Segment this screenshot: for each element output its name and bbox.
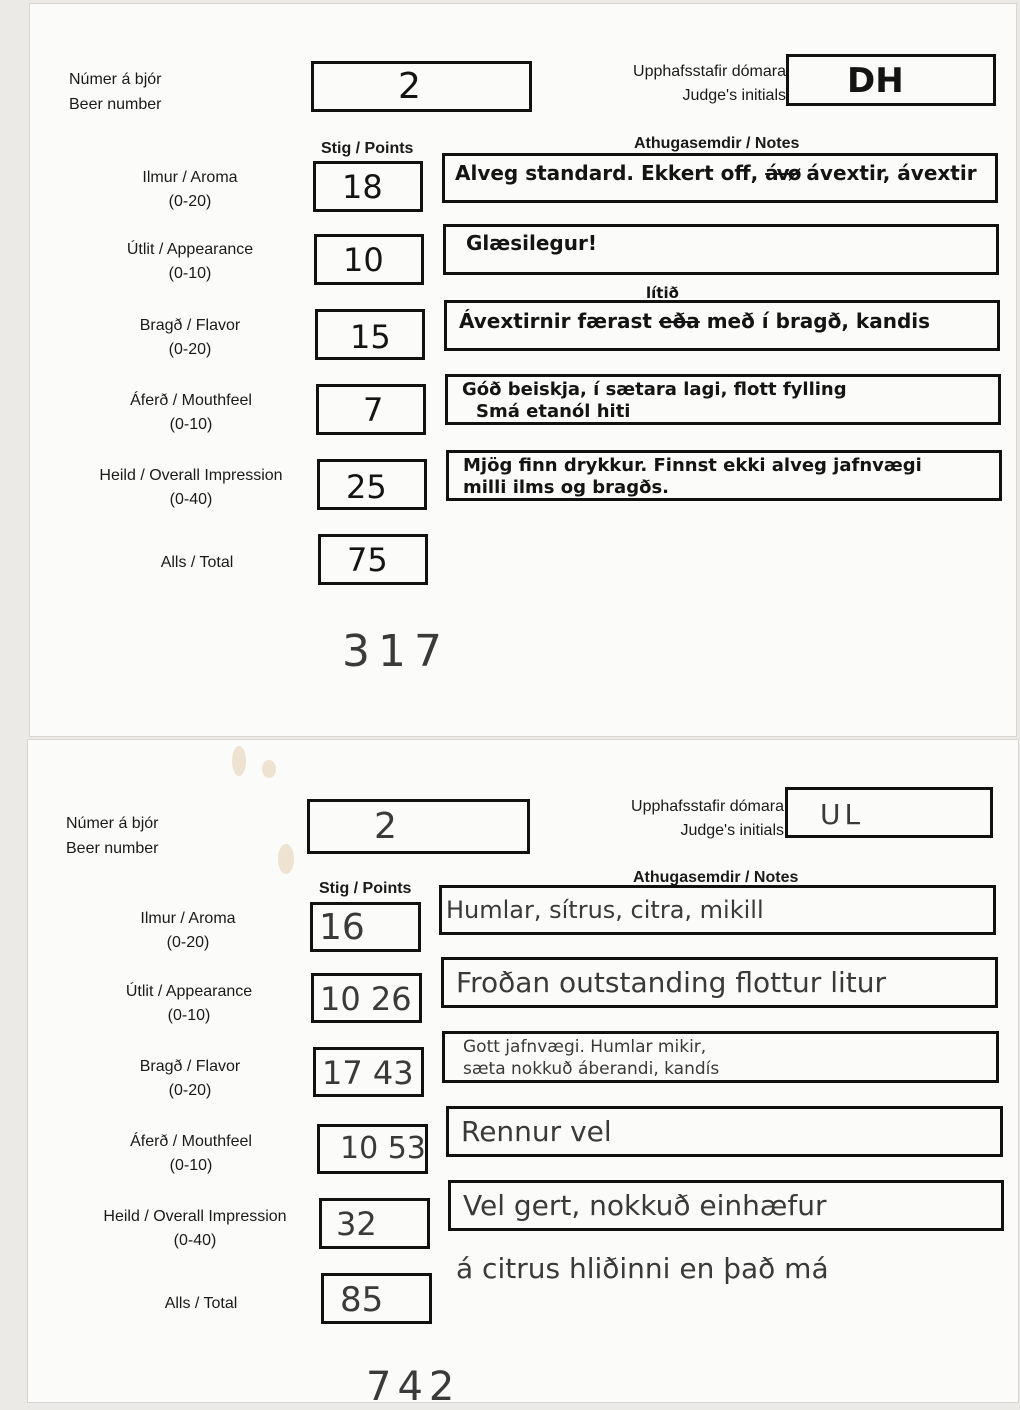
overall-score: 32 <box>336 1205 377 1243</box>
notes-header: Athugasemdir / Notes <box>633 869 799 886</box>
score-sheet-1 <box>30 4 1016 736</box>
score-sheet-2 <box>28 740 1018 1410</box>
appearance-range: (0-10) <box>167 1007 211 1024</box>
flavor-notes-part-2: með í bragð, kandis <box>706 309 931 333</box>
judge-label-en: Judge's initials <box>680 822 784 839</box>
mouthfeel-score: 7 <box>363 391 384 429</box>
mouthfeel-range: (0-10) <box>169 416 213 433</box>
aroma-notes-scribble: ávø <box>765 161 800 185</box>
flavor-notes-part-1: Ávextirnir færast <box>459 309 652 333</box>
notes-header: Athugasemdir / Notes <box>634 135 800 152</box>
beer-number-label-is: Númer á bjór <box>66 815 159 832</box>
appearance-label: Útlit / Appearance <box>126 241 254 258</box>
flavor-score: 15 <box>350 318 391 356</box>
flavor-notes-insert: lítið <box>646 284 679 302</box>
margin-number: 742 <box>366 1364 461 1410</box>
flavor-notes-box <box>442 1031 999 1083</box>
flavor-range: (0-20) <box>168 341 212 358</box>
overall-score-box <box>317 459 427 510</box>
judge-initials-box <box>785 787 993 838</box>
margin-number: 317 <box>342 626 450 677</box>
total-label: Alls / Total <box>160 554 234 571</box>
total-score: 75 <box>347 541 388 579</box>
aroma-notes-part-1: Alveg standard. Ekkert off, <box>455 161 759 185</box>
overall-notes-line-1: Vel gert, nokkuð einhæfur <box>463 1189 827 1222</box>
overall-notes-box <box>446 450 1002 501</box>
flavor-notes-scribble: eða <box>658 309 700 333</box>
mouthfeel-notes: Rennur vel <box>461 1115 612 1148</box>
appearance-score: 10 26 <box>320 980 412 1018</box>
aroma-notes-box <box>439 885 996 935</box>
paper-stain <box>278 844 294 874</box>
flavor-score-box <box>313 1047 424 1097</box>
judge-label-is: Upphafsstafir dómara <box>633 63 786 80</box>
flavor-notes-line-1: Gott jafnvægi. Humlar mikir, <box>463 1037 707 1057</box>
mouthfeel-notes-box <box>446 1106 1003 1157</box>
aroma-score: 16 <box>319 907 365 948</box>
beer-number-box <box>311 61 532 112</box>
mouthfeel-label: Áferð / Mouthfeel <box>130 392 252 409</box>
overall-range: (0-40) <box>173 1232 217 1249</box>
flavor-notes-line-2: sæta nokkuð áberandi, kandís <box>463 1059 720 1079</box>
mouthfeel-label: Áferð / Mouthfeel <box>130 1133 252 1150</box>
overall-score-box <box>319 1198 430 1249</box>
aroma-notes <box>455 161 977 185</box>
beer-number-label-is: Númer á bjór <box>69 71 162 88</box>
judge-initials-box <box>786 54 996 106</box>
aroma-score-box <box>313 161 423 212</box>
overall-notes-line-1: Mjög finn drykkur. Finnst ekki alveg jafnvægi <box>463 455 922 476</box>
aroma-range: (0-20) <box>168 193 212 210</box>
mouthfeel-range: (0-10) <box>169 1157 213 1174</box>
mouthfeel-score-box <box>316 384 426 435</box>
beer-number-label-en: Beer number <box>66 840 159 857</box>
paper-stain <box>262 760 276 778</box>
appearance-score: 10 <box>343 241 384 279</box>
flavor-score: 17 43 <box>322 1054 414 1092</box>
overall-notes-line-2: milli ilms og bragðs. <box>463 477 670 498</box>
overall-range: (0-40) <box>169 491 213 508</box>
overall-label: Heild / Overall Impression <box>103 1208 287 1225</box>
beer-number-label-en: Beer number <box>69 96 162 113</box>
mouthfeel-notes-box <box>445 374 1001 425</box>
judge-initials-value: UL <box>820 798 865 831</box>
beer-number-value: 2 <box>398 66 421 107</box>
aroma-notes: Humlar, sítrus, citra, mikill <box>446 896 764 924</box>
overall-notes-box <box>448 1180 1004 1231</box>
appearance-notes-box <box>443 224 999 275</box>
total-score-box <box>321 1273 432 1324</box>
appearance-score-box <box>314 234 424 285</box>
appearance-range: (0-10) <box>168 265 212 282</box>
overall-score: 25 <box>346 468 387 506</box>
flavor-notes <box>463 1036 719 1080</box>
mouthfeel-notes-line-2: Smá etanól hiti <box>476 401 631 422</box>
beer-number-value: 2 <box>374 806 397 847</box>
total-label: Alls / Total <box>164 1295 238 1312</box>
appearance-notes: Glæsilegur! <box>466 231 597 255</box>
aroma-range: (0-20) <box>166 934 210 951</box>
mouthfeel-notes <box>462 379 847 423</box>
appearance-notes: Froðan outstanding flottur litur <box>456 966 887 999</box>
total-score: 85 <box>340 1280 384 1320</box>
judge-label-en: Judge's initials <box>682 87 786 104</box>
overall-label: Heild / Overall Impression <box>99 467 283 484</box>
aroma-score-box <box>310 902 421 952</box>
aroma-notes-part-2: ávextir, ávextir <box>806 161 977 185</box>
aroma-score: 18 <box>342 168 383 206</box>
aroma-label: Ilmur / Aroma <box>140 910 236 927</box>
appearance-label: Útlit / Appearance <box>125 983 253 1000</box>
flavor-notes-box <box>444 300 1000 351</box>
judge-label-is: Upphafsstafir dómara <box>631 798 784 815</box>
mouthfeel-score: 10 53 <box>340 1131 426 1166</box>
flavor-label: Bragð / Flavor <box>139 1058 241 1075</box>
judge-initials-value: DH <box>847 61 904 101</box>
aroma-label: Ilmur / Aroma <box>142 169 238 186</box>
flavor-score-box <box>315 309 425 360</box>
overall-notes <box>463 455 922 499</box>
points-header: Stig / Points <box>319 880 412 897</box>
appearance-score-box <box>311 973 422 1023</box>
beer-number-box <box>307 799 530 854</box>
flavor-label: Bragð / Flavor <box>139 317 241 334</box>
appearance-notes-box <box>441 957 998 1008</box>
mouthfeel-notes-line-1: Góð beiskja, í sætara lagi, flott fylling <box>462 379 847 400</box>
overall-notes-line-2: á citrus hliðinni en það má <box>456 1252 829 1285</box>
mouthfeel-score-box <box>317 1124 428 1174</box>
aroma-notes-box <box>442 153 998 203</box>
flavor-range: (0-20) <box>168 1082 212 1099</box>
points-header: Stig / Points <box>321 140 414 157</box>
flavor-notes <box>459 309 930 333</box>
total-score-box <box>318 534 428 585</box>
paper-stain <box>232 746 246 776</box>
